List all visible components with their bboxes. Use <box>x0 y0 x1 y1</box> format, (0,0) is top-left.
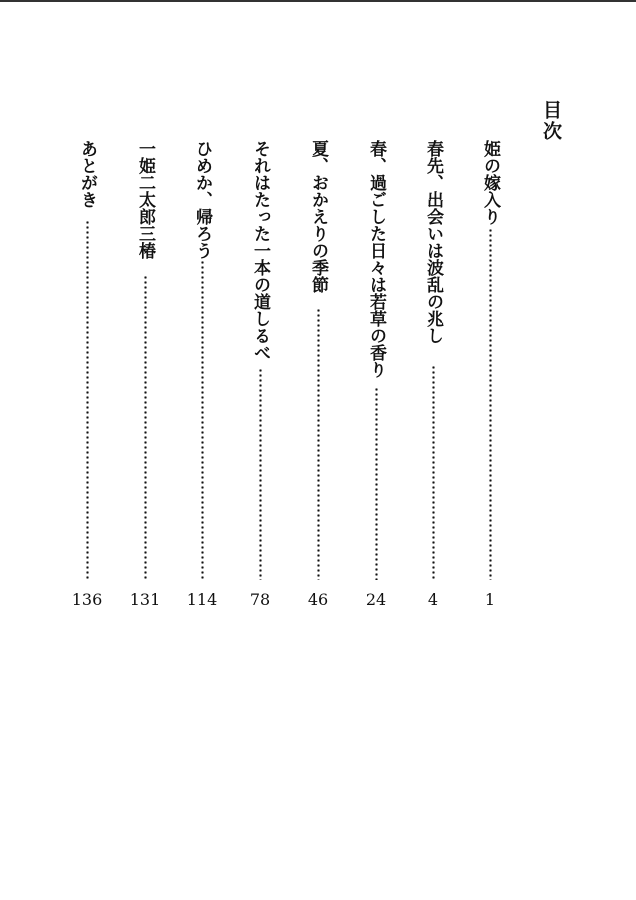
dot-leader <box>259 368 262 580</box>
dot-leader <box>201 260 204 580</box>
page-number: 131 <box>129 590 161 609</box>
entry-title: それはたった一本の道しるべ <box>250 140 270 361</box>
toc-entry-1[interactable] <box>475 140 505 610</box>
dot-leader <box>489 228 492 580</box>
dot-leader <box>144 275 147 580</box>
page-number: 78 <box>249 590 271 609</box>
toc-entry-3[interactable] <box>361 140 391 610</box>
page-number: 136 <box>71 590 103 609</box>
entry-title: 姫の嫁入り <box>480 140 500 225</box>
toc-entry-5[interactable] <box>245 140 275 610</box>
toc-entry-2[interactable] <box>418 140 448 610</box>
page-number: 114 <box>186 590 218 609</box>
toc-entry-7[interactable] <box>130 140 160 610</box>
page-title: 目次 <box>540 100 562 142</box>
entry-title: あとがき <box>77 140 97 208</box>
top-border <box>0 0 636 2</box>
dot-leader <box>317 308 320 580</box>
entry-title: 春、過ごした日々は若草の香り <box>366 140 386 378</box>
toc-entry-6[interactable] <box>187 140 217 610</box>
page-number: 1 <box>484 590 496 609</box>
entry-title: 夏、おかえりの季節 <box>308 140 328 293</box>
dot-leader <box>432 365 435 580</box>
entry-title: 春先、出会いは波乱の兆し <box>423 140 443 344</box>
toc-entry-4[interactable] <box>303 140 333 610</box>
entry-title: ひめか、帰ろう <box>192 140 212 259</box>
dot-leader <box>86 220 89 580</box>
entry-title: 一姫二太郎三椿 <box>135 140 155 259</box>
page-number: 46 <box>307 590 329 609</box>
page-number: 4 <box>427 590 439 609</box>
toc-entry-8[interactable] <box>72 140 102 610</box>
dot-leader <box>375 387 378 580</box>
page-number: 24 <box>365 590 387 609</box>
